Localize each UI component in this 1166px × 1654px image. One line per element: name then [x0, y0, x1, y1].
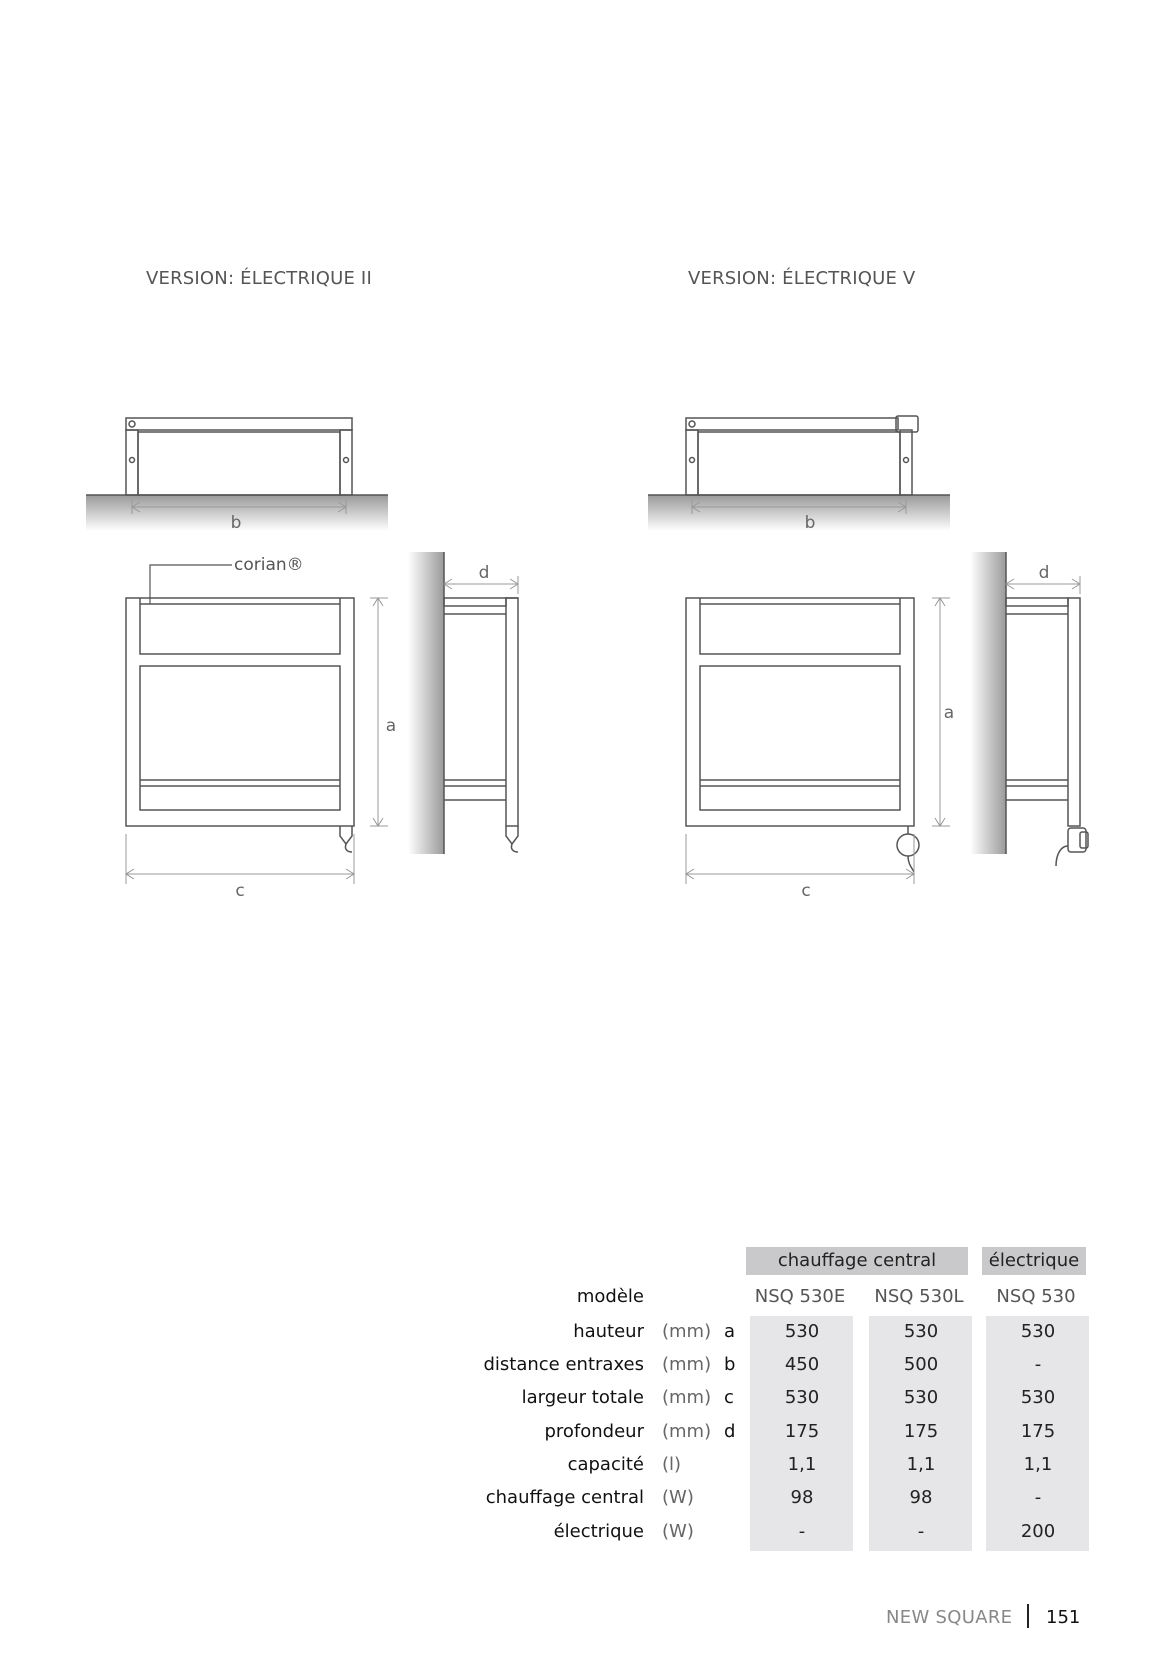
dim-label-d-left: d — [478, 563, 490, 583]
row-value: 175 — [784, 1421, 820, 1442]
row-value: 530 — [784, 1321, 820, 1342]
row-value: 175 — [1020, 1421, 1056, 1442]
front-view-left — [126, 598, 354, 852]
row-value: 530 — [1020, 1321, 1056, 1342]
row-value: 1,1 — [787, 1454, 817, 1475]
model-col-1: NSQ 530E — [754, 1286, 846, 1307]
dim-label-b-left: b — [230, 513, 242, 533]
row-label: profondeur — [544, 1421, 644, 1442]
row-value: - — [1034, 1354, 1042, 1375]
row-value: 98 — [790, 1487, 814, 1508]
dim-label-a-right: a — [943, 703, 955, 723]
dim-label-c-left: c — [235, 881, 245, 901]
model-col-2: NSQ 530L — [874, 1286, 964, 1307]
row-unit: (W) — [662, 1487, 694, 1508]
row-letter: b — [724, 1354, 736, 1375]
dim-c-left — [126, 834, 354, 884]
dim-c-right — [686, 834, 914, 884]
row-label: distance entraxes — [483, 1354, 644, 1375]
row-value: 530 — [903, 1321, 939, 1342]
group-header-electrique: électrique — [982, 1247, 1086, 1275]
row-label: capacité — [567, 1454, 644, 1475]
footer-separator — [1027, 1604, 1029, 1628]
page-number: 151 — [1046, 1607, 1081, 1628]
dim-label-d-right: d — [1038, 563, 1050, 583]
row-unit: (mm) — [662, 1321, 712, 1342]
row-unit: (W) — [662, 1521, 694, 1542]
dim-a-left — [370, 598, 388, 826]
row-label: largeur totale — [521, 1387, 644, 1408]
side-view-left — [408, 552, 518, 854]
row-value: 530 — [903, 1387, 939, 1408]
dim-label-a-left: a — [385, 716, 397, 736]
row-letter: c — [724, 1387, 734, 1408]
row-value: 530 — [784, 1387, 820, 1408]
row-value: - — [798, 1521, 806, 1542]
row-value: 1,1 — [906, 1454, 936, 1475]
row-label: hauteur — [573, 1321, 644, 1342]
row-value: 200 — [1020, 1521, 1056, 1542]
row-label: chauffage central — [485, 1487, 644, 1508]
row-letter: d — [724, 1421, 736, 1442]
row-value: 530 — [1020, 1387, 1056, 1408]
side-view-right — [970, 552, 1088, 866]
dim-label-c-right: c — [801, 881, 811, 901]
version-heading-left: VERSION: ÉLECTRIQUE II — [146, 268, 372, 289]
row-value: 1,1 — [1023, 1454, 1053, 1475]
row-label: électrique — [553, 1521, 644, 1542]
row-value: 175 — [903, 1421, 939, 1442]
corian-label: corian® — [234, 555, 304, 575]
row-unit: (l) — [662, 1454, 682, 1475]
row-value: - — [1034, 1487, 1042, 1508]
version-heading-right: VERSION: ÉLECTRIQUE V — [688, 268, 916, 289]
front-view-right — [686, 598, 919, 872]
model-label: modèle — [576, 1286, 644, 1307]
footer-brand: NEW SQUARE — [886, 1607, 1013, 1628]
row-value: - — [917, 1521, 925, 1542]
row-value: 98 — [909, 1487, 933, 1508]
row-value: 500 — [903, 1354, 939, 1375]
technical-drawings — [0, 380, 1166, 920]
row-unit: (mm) — [662, 1421, 712, 1442]
model-col-3: NSQ 530 — [996, 1286, 1076, 1307]
dim-label-b-right: b — [804, 513, 816, 533]
row-unit: (mm) — [662, 1387, 712, 1408]
row-value: 450 — [784, 1354, 820, 1375]
top-view-right — [648, 416, 950, 531]
group-header-central: chauffage central — [746, 1247, 968, 1275]
row-unit: (mm) — [662, 1354, 712, 1375]
row-letter: a — [724, 1321, 736, 1342]
